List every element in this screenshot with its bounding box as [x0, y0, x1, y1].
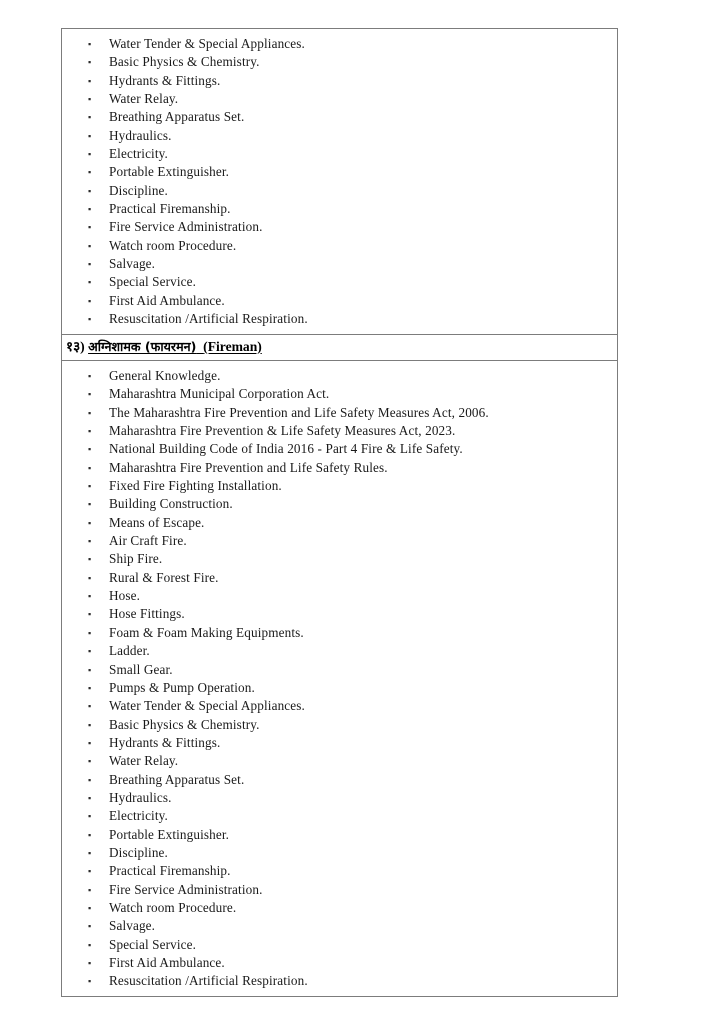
list-item-label: Discipline. [109, 182, 168, 198]
list-item-label: Maharashtra Fire Prevention & Life Safety Measures Act, 2023. [109, 423, 456, 439]
list-item-label: Hydraulics. [109, 789, 172, 805]
bullet-icon: ▪ [88, 295, 92, 306]
list-item-label: Water Relay. [109, 91, 179, 107]
list-item-label: First Aid Ambulance. [109, 955, 225, 970]
list-item-label: Resuscitation /Artificial Respiration. [109, 973, 308, 989]
list-item [62, 844, 617, 862]
bullet-icon: ▪ [88, 204, 92, 215]
list-item [62, 108, 617, 126]
list-item [62, 422, 617, 440]
list-item [62, 587, 617, 605]
list-item-label: Hose Fittings. [109, 606, 185, 622]
bullet-icon: ▪ [88, 866, 92, 877]
bullet-icon: ▪ [88, 462, 92, 473]
section-heading [62, 335, 617, 361]
list-item [62, 90, 617, 108]
bullet-icon: ▪ [88, 664, 92, 675]
bullet-icon: ▪ [88, 811, 92, 822]
list-item-label: Breathing Apparatus Set. [109, 771, 245, 787]
list-item-label: Watch room Procedure. [109, 899, 237, 915]
list-item [62, 862, 617, 880]
bullet-icon: ▪ [88, 627, 92, 638]
bullet-icon: ▪ [88, 389, 92, 400]
bullet-icon: ▪ [88, 646, 92, 657]
list-item [62, 459, 617, 477]
topic-list [62, 361, 617, 996]
list-item [62, 679, 617, 697]
bullet-icon: ▪ [88, 112, 92, 123]
list-item [62, 697, 617, 715]
list-item-label: Ladder. [109, 643, 150, 659]
list-item-label: Air Craft Fire. [109, 533, 187, 549]
list-item [62, 440, 617, 458]
list-item [62, 404, 617, 422]
bullet-icon: ▪ [88, 426, 92, 437]
list-item-label: Portable Extinguisher. [109, 826, 230, 842]
list-item [62, 881, 617, 899]
list-item [62, 292, 617, 310]
bullet-icon: ▪ [88, 756, 92, 767]
list-item [62, 752, 617, 770]
list-item [62, 917, 617, 935]
list-item-label: Salvage. [109, 918, 156, 934]
bullet-icon: ▪ [88, 75, 92, 86]
list-item [62, 200, 617, 218]
section-title-underlined [88, 339, 262, 354]
list-item-label: Pumps & Pump Operation. [109, 679, 255, 695]
list-item-label: Hydraulics. [109, 127, 172, 143]
list-item-label: Special Service. [109, 936, 197, 952]
bullet-icon: ▪ [88, 737, 92, 748]
list-item-label: Fire Service Administration. [109, 219, 263, 235]
list-item [62, 807, 617, 825]
list-item [62, 789, 617, 807]
bullet-icon: ▪ [88, 609, 92, 620]
bullet-icon: ▪ [88, 222, 92, 233]
list-item-label: Maharashtra Municipal Corporation Act. [109, 386, 330, 402]
list-item-label: Ship Fire. [109, 551, 163, 567]
list-item [62, 495, 617, 513]
bullet-icon: ▪ [88, 167, 92, 178]
bullet-icon: ▪ [88, 240, 92, 251]
bullet-icon: ▪ [88, 149, 92, 160]
topic-list-row [62, 29, 617, 334]
list-item [62, 273, 617, 291]
list-item [62, 145, 617, 163]
list-item [62, 624, 617, 642]
list-item-label: Hydrants & Fittings. [109, 734, 221, 750]
list-item-label: Basic Physics & Chemistry. [109, 716, 260, 732]
list-item [62, 255, 617, 273]
list-item-label: Maharashtra Fire Prevention and Life Safety Rules. [109, 459, 388, 475]
list-item-label: Breathing Apparatus Set. [109, 109, 245, 125]
list-item [62, 972, 617, 990]
list-item-label: The Maharashtra Fire Prevention and Life Safety Measures Act, 2006. [109, 404, 489, 420]
list-item-label: Building Construction. [109, 496, 233, 512]
list-item-label: Discipline. [109, 844, 168, 860]
list-item [62, 53, 617, 71]
bullet-icon: ▪ [88, 939, 92, 950]
list-item-label: Practical Firemanship. [109, 201, 231, 217]
bullet-icon: ▪ [88, 792, 92, 803]
list-item [62, 477, 617, 495]
list-item-label: Resuscitation /Artificial Respiration. [109, 311, 308, 327]
topic-list-row [62, 360, 617, 996]
list-item [62, 771, 617, 789]
list-item-label: Portable Extinguisher. [109, 164, 230, 180]
list-item [62, 72, 617, 90]
bullet-icon: ▪ [88, 185, 92, 196]
list-item-label: First Aid Ambulance. [109, 292, 225, 308]
list-item-label: Fire Service Administration. [109, 881, 263, 897]
list-item [62, 514, 617, 532]
bullet-icon: ▪ [88, 958, 92, 968]
bullet-icon: ▪ [88, 591, 92, 602]
list-item-label: Salvage. [109, 256, 156, 272]
list-item [62, 385, 617, 403]
bullet-icon: ▪ [88, 774, 92, 785]
list-item-label: Water Tender & Special Appliances. [109, 36, 305, 51]
bullet-icon: ▪ [88, 94, 92, 105]
list-item [62, 532, 617, 550]
list-item-label: Hose. [109, 588, 141, 604]
list-item-label: Special Service. [109, 274, 197, 290]
list-item [62, 936, 617, 954]
section-title-marathi: अग्निशामक (फायरमन) [88, 338, 197, 354]
list-item-label: Rural & Forest Fire. [109, 569, 219, 585]
list-item [62, 605, 617, 623]
bullet-icon: ▪ [88, 719, 92, 730]
bullet-icon: ▪ [88, 39, 92, 49]
list-item [62, 734, 617, 752]
list-item-label: Watch room Procedure. [109, 237, 237, 253]
list-item [62, 127, 617, 145]
bullet-icon: ▪ [88, 554, 92, 565]
bullet-icon: ▪ [88, 682, 92, 693]
syllabus-table [61, 28, 618, 997]
list-item-label: Means of Escape. [109, 514, 205, 530]
list-item [62, 35, 617, 53]
bullet-icon: ▪ [88, 371, 92, 381]
list-item [62, 237, 617, 255]
list-item [62, 826, 617, 844]
bullet-icon: ▪ [88, 481, 92, 492]
bullet-icon: ▪ [88, 884, 92, 895]
bullet-icon: ▪ [88, 314, 92, 325]
bullet-icon: ▪ [88, 829, 92, 840]
list-item-label: Basic Physics & Chemistry. [109, 54, 260, 70]
list-item [62, 367, 617, 385]
bullet-icon: ▪ [88, 536, 92, 547]
list-item-label: Practical Firemanship. [109, 863, 231, 879]
section-index: १३) [66, 338, 85, 354]
list-item [62, 954, 617, 972]
list-item [62, 569, 617, 587]
bullet-icon: ▪ [88, 259, 92, 270]
bullet-icon: ▪ [88, 57, 92, 68]
section-title-english: (Fireman) [203, 338, 262, 354]
list-item [62, 899, 617, 917]
bullet-icon: ▪ [88, 921, 92, 932]
list-item-label: Electricity. [109, 808, 168, 824]
list-item-label: Hydrants & Fittings. [109, 72, 221, 88]
list-item [62, 550, 617, 568]
bullet-icon: ▪ [88, 130, 92, 141]
bullet-icon: ▪ [88, 572, 92, 583]
list-item [62, 182, 617, 200]
list-item-label: Water Relay. [109, 753, 179, 769]
list-item [62, 642, 617, 660]
bullet-icon: ▪ [88, 277, 92, 288]
bullet-icon: ▪ [88, 847, 92, 858]
bullet-icon: ▪ [88, 701, 92, 712]
list-item-label: National Building Code of India 2016 - Part 4 Fire & Life Safety. [109, 441, 463, 457]
list-item-label: Small Gear. [109, 661, 173, 677]
list-item-label: Electricity. [109, 146, 168, 162]
bullet-icon: ▪ [88, 902, 92, 913]
list-item [62, 310, 617, 328]
list-item [62, 218, 617, 236]
bullet-icon: ▪ [88, 499, 92, 510]
bullet-icon: ▪ [88, 976, 92, 987]
list-item-label: Foam & Foam Making Equipments. [109, 624, 304, 640]
topic-list [62, 29, 617, 334]
list-item-label: Water Tender & Special Appliances. [109, 698, 305, 714]
section-heading-row [62, 334, 617, 361]
list-item [62, 661, 617, 679]
list-item-label: General Knowledge. [109, 368, 221, 383]
list-item [62, 163, 617, 181]
bullet-icon: ▪ [88, 517, 92, 528]
list-item [62, 716, 617, 734]
bullet-icon: ▪ [88, 444, 92, 455]
bullet-icon: ▪ [88, 407, 92, 418]
list-item-label: Fixed Fire Fighting Installation. [109, 478, 282, 494]
